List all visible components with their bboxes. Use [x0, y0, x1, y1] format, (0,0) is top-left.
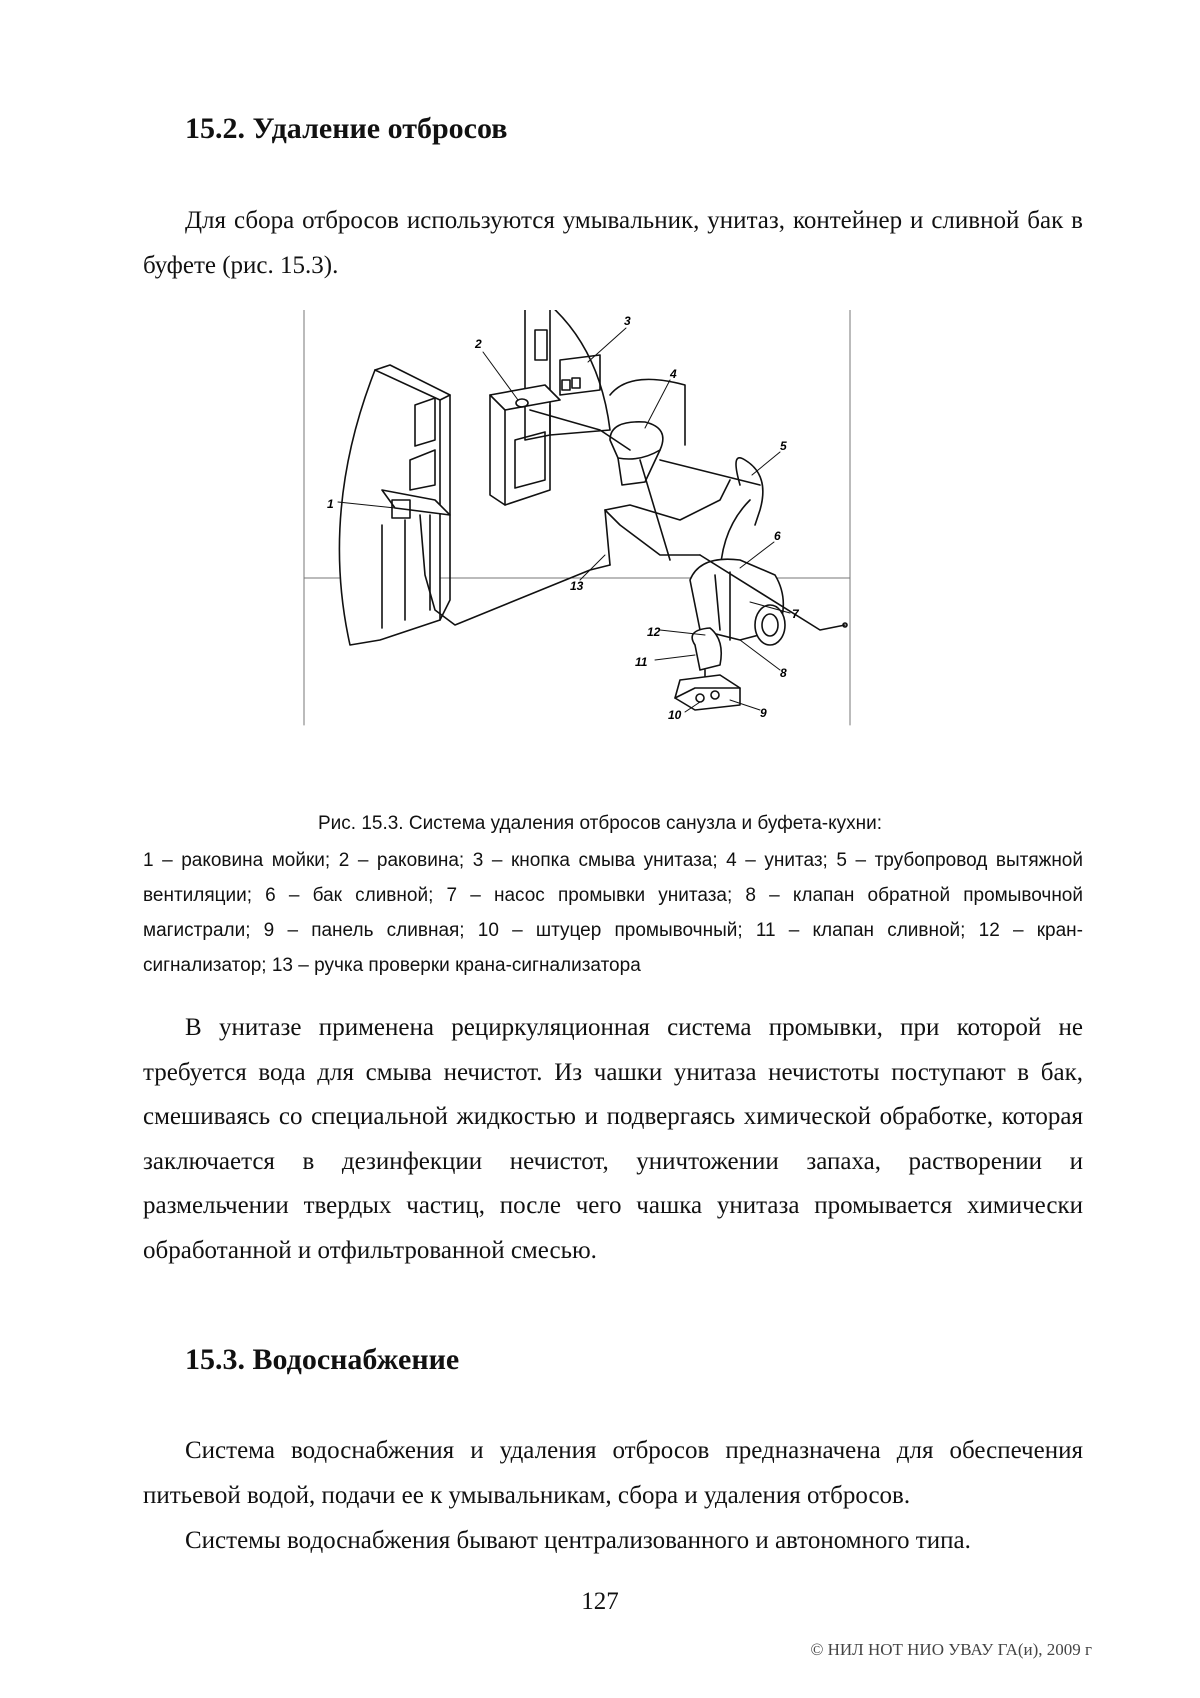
section-heading-water-supply: 15.3. Водоснабжение — [185, 1343, 460, 1376]
paragraph-water-system-purpose: Система водоснабжения и удаления отбросов предназначена для обеспечения питьевой водой, подачи ее к умывальникам, сбора и удаления отбросов. — [143, 1437, 1083, 1509]
page-number: 127 — [581, 1588, 619, 1615]
figure-label-2: 2 — [475, 337, 482, 351]
figure-label-5: 5 — [780, 439, 787, 453]
paragraph-waste-collection: Для сбора отбросов используются умывальник, унитаз, контейнер и сливной бак в буфете (рис. 15.3). — [143, 207, 1083, 279]
figure-waste-system-diagram — [300, 310, 900, 795]
paragraph-recirculation-system: В унитазе применена рециркуляционная система промывки, при которой не требуется вода для смыва нечистот. Из чашки унитаза нечистоты поступают в бак, смешиваясь со специальной жидкостью и подвергаясь химической обработке, которая заключается в дезинфекции нечистот, уничтожении запаха, растворении и размельчении твердых частиц, после чего чашка унитаза промывается химически обработанной и отфильтрованной смесью. — [143, 1014, 1083, 1264]
section-heading-waste-removal: 15.2. Удаление отбросов — [185, 112, 508, 145]
figure-label-4: 4 — [670, 367, 677, 381]
figure-caption-title: Рис. 15.3. Система удаления отбросов санузла и буфета-кухни: — [317, 813, 883, 834]
figure-label-3: 3 — [624, 314, 631, 328]
figure-label-11: 11 — [635, 655, 648, 669]
figure-caption-legend: 1 – раковина мойки; 2 – раковина; 3 – кнопка смыва унитаза; 4 – унитаз; 5 – трубопровод вытяжной вентиляции; 6 – бак сливной; 7 – насос промывки унитаза; 8 – клапан обратной промывочной магистрали; 9 – панель сливная; 10 – штуцер промывочный; 11 – клапан сливной; 12 – кран-сигнализатор; 13 – ручка проверки крана-сигнализатора — [143, 850, 1083, 976]
copyright-notice: © НИЛ НОТ НИО УВАУ ГА(и), 2009 г — [810, 1640, 1092, 1659]
figure-label-13: 13 — [570, 579, 584, 593]
figure-label-8: 8 — [780, 666, 787, 680]
figure-label-7: 7 — [792, 607, 799, 621]
paragraph-water-system-types: Системы водоснабжения бывают централизованного и автономного типа. — [185, 1527, 971, 1554]
figure-label-6: 6 — [774, 529, 781, 543]
figure-label-1: 1 — [327, 497, 334, 511]
figure-label-12: 12 — [647, 625, 661, 639]
figure-label-10: 10 — [668, 708, 682, 722]
figure-label-9: 9 — [760, 706, 767, 720]
